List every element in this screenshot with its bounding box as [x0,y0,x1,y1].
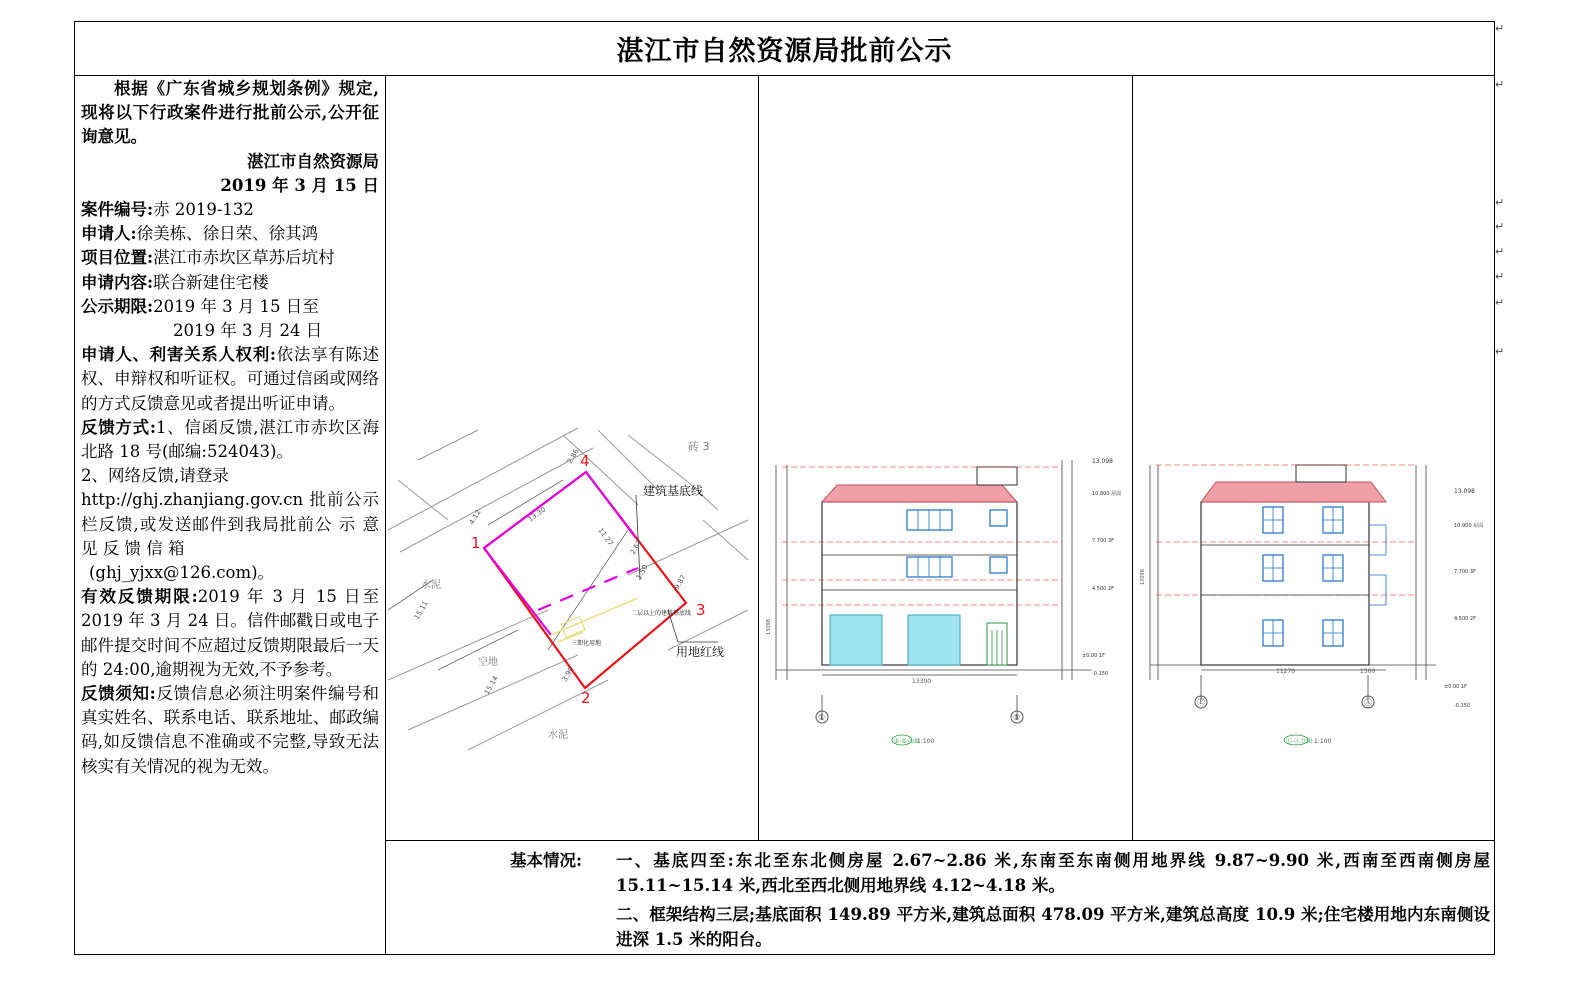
level-roof-top-2: 13.098 [1454,488,1475,495]
case-number: 赤 2019-132 [153,200,254,220]
axis-e: Ⓔ [1197,698,1205,707]
paragraph-mark: ↵ [1495,220,1505,233]
feedback-mail: 1、信函反馈,湛江市赤坎区海北路 18 号(邮编:524043)。 [81,417,379,462]
elevation-side [1136,445,1492,755]
case-number-label: 案件编号: [81,200,154,220]
point-3: 3 [696,601,706,619]
feedback-label: 反馈方式: [81,417,156,437]
issue-date: 2019 年 3 月 15 日 [220,175,379,195]
title-divider [74,75,1495,76]
panel-divider-2 [1132,75,1133,840]
notice-left-column [81,77,379,779]
paragraph-mark: ↵ [1495,245,1505,258]
dim-length: 13.30 [526,505,548,524]
intro-text: 根据《广东省城乡规划条例》规定,现将以下行政案件进行批前公示,公开征询意见。 [81,79,379,147]
dim-nw: 4.12 [467,508,483,526]
width-dim-2: 1500 [1360,668,1376,675]
period-row [81,295,379,319]
dim-ne: 2.67 [628,538,644,556]
site-plan [388,420,754,750]
location-row [81,246,379,270]
level-3f-2: 7.700 3F [1454,569,1476,575]
upper-floor-line-label: 二层以上的建筑基底线 [631,610,692,617]
total-height-dim-2: 13098 [1140,569,1146,585]
notice-label: 反馈须知: [81,684,156,704]
axis-a: Ⓐ [1364,698,1372,707]
green-area-label: 三期化用地 [571,640,602,647]
case-number-row [81,198,379,222]
level-roof-top: 13.098 [1092,458,1113,465]
left-column-divider [385,75,386,955]
cement-label-2: 水泥 [548,730,568,741]
applicant: 徐美栋、徐日荣、徐其鸿 [136,224,319,244]
notice-row [81,682,379,779]
period-start: 2019 年 3 月 15 日至 [153,296,319,316]
rights-label: 申请人、利害关系人权利: [81,345,276,365]
level-ground-2: -0.150 [1454,703,1471,709]
level-1f: ±0.00 1F [1082,653,1105,659]
paragraph-mark: ↵ [1495,196,1505,209]
location: 湛江市赤坎区草苏后坑村 [153,248,335,268]
dim-top: 2.86 [565,447,581,465]
point-1: 1 [471,534,481,552]
level-roof-2: 10.900 屋面 [1454,523,1484,529]
rights-row [81,343,379,416]
panel-divider-1 [758,75,759,840]
level-ground: -0.150 [1092,671,1109,677]
house-label: 砖 3 [688,440,710,453]
elevation-2-scale: 1:100 [1314,738,1332,745]
level-2f-2: 4.500 2F [1454,616,1476,622]
building-line-label: 建筑基底线 [643,484,704,498]
dim-sw-1: 15.11 [412,599,430,621]
notice-text: 反馈信息必须注明案件编号和真实姓名、联系电话、联系地址、邮政编码,如反馈信息不准确或不完整,导致无法核实有关情况的视为无效。 [81,684,380,776]
paragraph-mark: ↵ [1495,296,1505,309]
dim-balcony: 1.50 [634,563,650,581]
basic-info-label: 基本情况: [510,851,583,870]
elevation-front [762,445,1128,755]
dim-sw-2: 15.14 [482,674,500,696]
period-end: 2019 年 3 月 24 日 [173,321,323,341]
level-roof: 10.800 屋面 [1092,491,1122,497]
elevation-1-scale: 1:100 [917,738,935,745]
valid-period-row [81,585,379,682]
rights-text: 依法享有陈述权、申辩权和听证权。可通过信函或网络的方式反馈意见或者提出听证申请。 [81,345,380,413]
level-1f-2: ±0.00 1F [1444,684,1467,690]
paragraph-mark: ↵ [1495,345,1505,358]
cement-label-1: 水泥 [421,580,441,591]
level-2f: 4.500 2F [1092,586,1114,592]
bottom-divider [385,840,1495,841]
page-title: 湛江市自然资源局批前公示 [616,35,953,67]
paragraph-mark: ↵ [1495,78,1505,91]
elevation-1-caption: ①-⑤立面 [894,738,919,745]
paragraph-mark: ↵ [1495,22,1505,35]
issuer: 湛江市自然资源局 [247,151,379,171]
width-dim: 13300 [912,678,932,685]
period-label: 公示期限: [81,296,154,316]
red-line-label: 用地红线 [676,645,725,659]
total-height-dim: 13098 [766,619,772,635]
dim-se: 9.87 [672,573,688,591]
open-land-label: 空地 [478,657,498,668]
content-label: 申请内容: [81,272,154,292]
valid-period-text: 2019 年 3 月 15 日至 2019 年 3 月 24 日。信件邮戳日或电子邮件提交时间不应超过反馈期限最后一天的 24:00,逾期视为无效,不予参考。 [81,587,379,679]
paragraph-mark: ↵ [1495,270,1505,283]
dim-width: 11.27 [596,526,615,548]
valid-period-label: 有效反馈期限: [81,587,198,607]
elevation-2-caption: Ⓔ-Ⓐ立面 [1286,738,1313,745]
axis-1: ① [818,713,826,722]
feedback-online: 2、网络反馈,请登录 [81,466,229,486]
axis-5: ⑤ [1013,713,1021,722]
level-3f: 7.700 3F [1092,538,1114,544]
width-dim-1: 11270 [1276,668,1296,675]
basic-info-line-1: 一、基底四至:东北至东北侧房屋 2.67~2.86 米,东南至东南侧用地界线 9.87~9.90 米,西南至西南侧房屋 15.11~15.14 米,西北至西北侧用地界线 4.12~4.18 米。 [616,851,1490,895]
feedback-email: (ghj_yjxx@126.com)。 [89,563,275,583]
dim-bottom: 3.90 [560,665,576,683]
feedback-url-text: http://ghj.zhanjiang.gov.cn 批前公示栏反馈,或发送邮件到我局批前公 示 意 见 反 馈 信 箱 [81,490,379,558]
location-label: 项目位置: [81,248,154,268]
basic-info-line-2: 二、框架结构三层;基底面积 149.89 平方米,建筑总面积 478.09 平方米,建筑总高度 10.9 米;住宅楼用地内东南侧设进深 1.5 米的阳台。 [616,905,1490,949]
point-4: 4 [580,452,590,470]
point-2: 2 [581,689,591,707]
content: 联合新建住宅楼 [153,272,269,292]
content-row [81,271,379,295]
applicant-row [81,222,379,246]
applicant-label: 申请人: [81,224,137,244]
feedback-row [81,416,379,464]
